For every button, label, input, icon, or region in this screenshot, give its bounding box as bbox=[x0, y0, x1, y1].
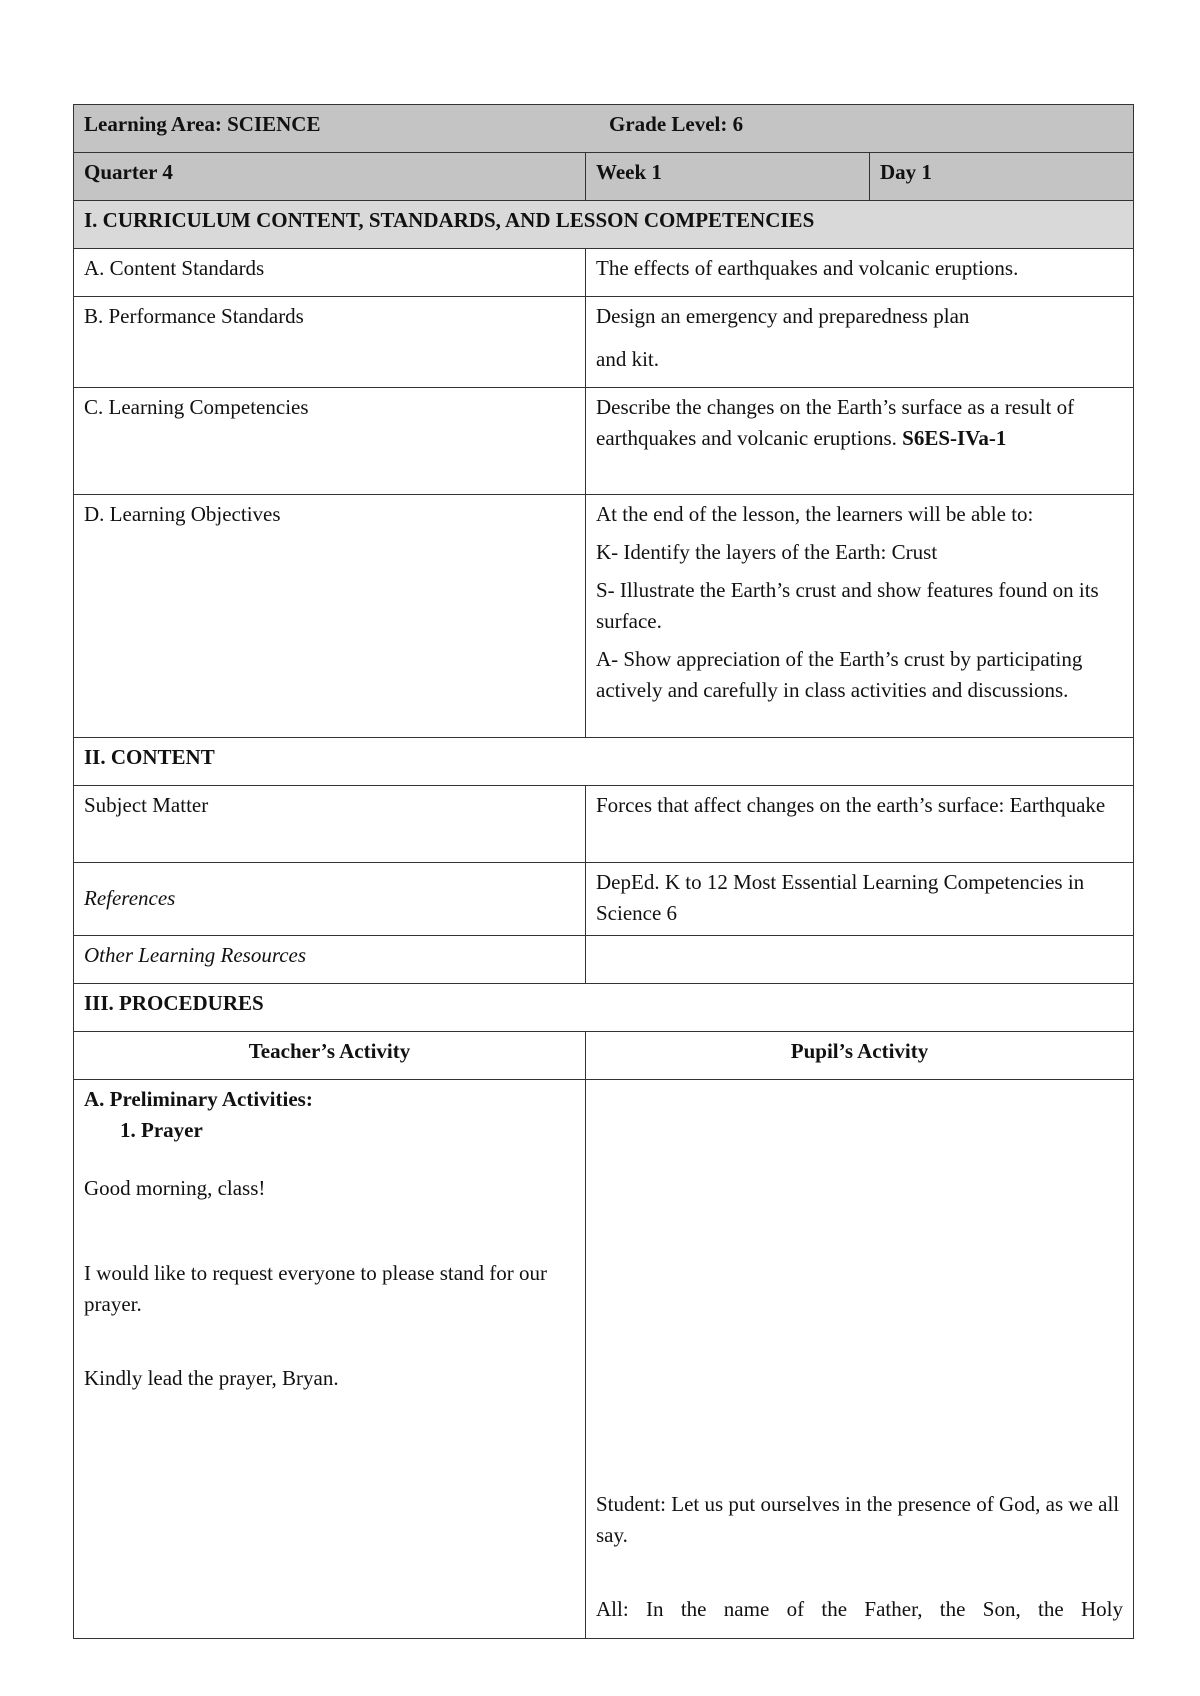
day: Day 1 bbox=[870, 153, 1134, 201]
pupil-line-all: All: In the name of the Father, the Son, the Holy bbox=[596, 1597, 1124, 1621]
performance-standards-row bbox=[74, 297, 1134, 388]
performance-standards-line-1: Design an emergency and preparedness plan bbox=[596, 304, 970, 328]
references-row bbox=[74, 863, 1134, 936]
objective-knowledge: K- Identify the layers of the Earth: Crust bbox=[596, 540, 938, 564]
grade-level: Grade Level: 6 bbox=[609, 112, 744, 136]
section-1-title: I. CURRICULUM CONTENT, STANDARDS, AND LESSON COMPETENCIES bbox=[74, 201, 1134, 249]
content-standards-value: The effects of earthquakes and volcanic eruptions. bbox=[586, 249, 1134, 297]
header-row-2 bbox=[74, 153, 1134, 201]
teacher-activity-cell bbox=[74, 1080, 586, 1639]
teacher-activity-header: Teacher’s Activity bbox=[74, 1032, 586, 1080]
pupil-activity-header: Pupil’s Activity bbox=[586, 1032, 1134, 1080]
performance-standards-value bbox=[586, 297, 1134, 388]
learning-objectives-label: D. Learning Objectives bbox=[74, 495, 586, 738]
activity-header-row bbox=[74, 1032, 1134, 1080]
activity-body-row bbox=[74, 1080, 1134, 1639]
header-cell bbox=[74, 105, 1134, 153]
references-value: DepEd. K to 12 Most Essential Learning Competencies in Science 6 bbox=[586, 863, 1134, 936]
learning-competencies-value bbox=[586, 388, 1134, 495]
header-row-1 bbox=[74, 105, 1134, 153]
learning-competencies-text: Describe the changes on the Earth’s surface as a result of earthquakes and volcanic eruptions. bbox=[596, 395, 1075, 450]
content-standards-row bbox=[74, 249, 1134, 297]
subject-matter-value: Forces that affect changes on the earth’s surface: Earthquake bbox=[586, 786, 1134, 863]
objective-attitude: A- Show appreciation of the Earth’s crust by participating actively and carefully in class activities and discussions. bbox=[596, 647, 1083, 702]
teacher-line-lead-prayer: Kindly lead the prayer, Bryan. bbox=[84, 1366, 339, 1390]
subject-matter-label: Subject Matter bbox=[74, 786, 586, 863]
competency-code: S6ES-IVa-1 bbox=[902, 426, 1007, 450]
week: Week 1 bbox=[586, 153, 870, 201]
teacher-line-request: I would like to request everyone to please stand for our prayer. bbox=[84, 1261, 548, 1316]
lesson-plan-table bbox=[73, 104, 1134, 1639]
prayer-heading: 1. Prayer bbox=[120, 1118, 203, 1142]
learning-objectives-row bbox=[74, 495, 1134, 738]
learning-competencies-label: C. Learning Competencies bbox=[74, 388, 586, 495]
preliminary-activities-heading: A. Preliminary Activities: bbox=[84, 1087, 313, 1111]
learning-area: Learning Area: SCIENCE bbox=[84, 112, 321, 136]
learning-competencies-row bbox=[74, 388, 1134, 495]
performance-standards-label: B. Performance Standards bbox=[74, 297, 586, 388]
section-2-title: II. CONTENT bbox=[74, 738, 1134, 786]
learning-objectives-value bbox=[586, 495, 1134, 738]
subject-matter-row bbox=[74, 786, 1134, 863]
other-resources-row bbox=[74, 936, 1134, 984]
objective-skill: S- Illustrate the Earth’s crust and show features found on its surface. bbox=[596, 578, 1099, 633]
references-label: References bbox=[74, 863, 586, 936]
pupil-line-student: Student: Let us put ourselves in the presence of God, as we all say. bbox=[596, 1492, 1120, 1547]
performance-standards-line-2: and kit. bbox=[596, 347, 659, 371]
other-resources-label: Other Learning Resources bbox=[74, 936, 586, 984]
section-3-title: III. PROCEDURES bbox=[74, 984, 1134, 1032]
content-standards-label: A. Content Standards bbox=[74, 249, 586, 297]
objectives-intro: At the end of the lesson, the learners will be able to: bbox=[596, 502, 1034, 526]
section-1-title-row bbox=[74, 201, 1134, 249]
lesson-plan-document bbox=[73, 104, 1133, 1639]
quarter: Quarter 4 bbox=[74, 153, 586, 201]
pupil-activity-cell bbox=[586, 1080, 1134, 1639]
teacher-line-greeting: Good morning, class! bbox=[84, 1176, 266, 1200]
section-3-title-row bbox=[74, 984, 1134, 1032]
section-2-title-row bbox=[74, 738, 1134, 786]
other-resources-value bbox=[586, 936, 1134, 984]
